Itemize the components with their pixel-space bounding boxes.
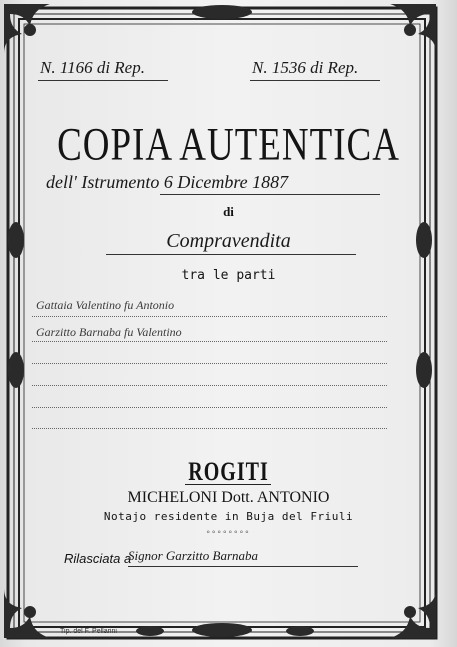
party-line xyxy=(32,385,387,386)
notary-role: Notajo residente in Buja del Friuli xyxy=(103,510,354,523)
rilasciata-label: Rilasciata a xyxy=(64,551,132,566)
party-line xyxy=(32,407,387,408)
ref-left-underline xyxy=(38,80,168,81)
rilasciata-underline xyxy=(128,566,358,567)
instrument-date: dell' Istrumento 6 Dicembre 1887 xyxy=(46,172,289,192)
party-line xyxy=(32,363,387,364)
contract-type: Compravendita xyxy=(166,230,291,252)
repertory-number-right: N. 1536 di Rep. xyxy=(252,58,359,77)
ornamental-divider: ◦◦◦◦◦◦◦◦ xyxy=(206,527,251,538)
corner-ornament-icon xyxy=(390,588,436,638)
rogiti-heading: ROGITI xyxy=(188,458,269,487)
corner-ornament-icon xyxy=(4,4,50,54)
printer-credit: Tip. del F. Pellarini xyxy=(60,628,117,635)
corner-ornament-icon xyxy=(4,588,50,638)
party-line xyxy=(32,341,387,342)
party-two: Garzitto Barnaba fu Valentino xyxy=(36,325,182,339)
di-label: di xyxy=(223,204,234,219)
party-line xyxy=(32,316,387,317)
corner-ornament-icon xyxy=(390,4,436,54)
rilasciata-recipient: Signor Garzitto Barnaba xyxy=(128,548,259,563)
rogiti-underline xyxy=(185,484,271,485)
ref-right-underline xyxy=(250,80,380,81)
document-title: COPIA AUTENTICA xyxy=(57,119,400,171)
notary-name: MICHELONI Dott. ANTONIO xyxy=(127,489,330,506)
party-line xyxy=(32,428,387,429)
side-ornament-icon xyxy=(8,5,432,637)
parties-heading: tra le parti xyxy=(181,268,276,283)
repertory-number-left: N. 1166 di Rep. xyxy=(40,58,145,77)
contract-underline xyxy=(106,254,356,255)
party-one: Gattaia Valentino fu Antonio xyxy=(36,298,175,312)
instrument-underline xyxy=(160,194,380,195)
